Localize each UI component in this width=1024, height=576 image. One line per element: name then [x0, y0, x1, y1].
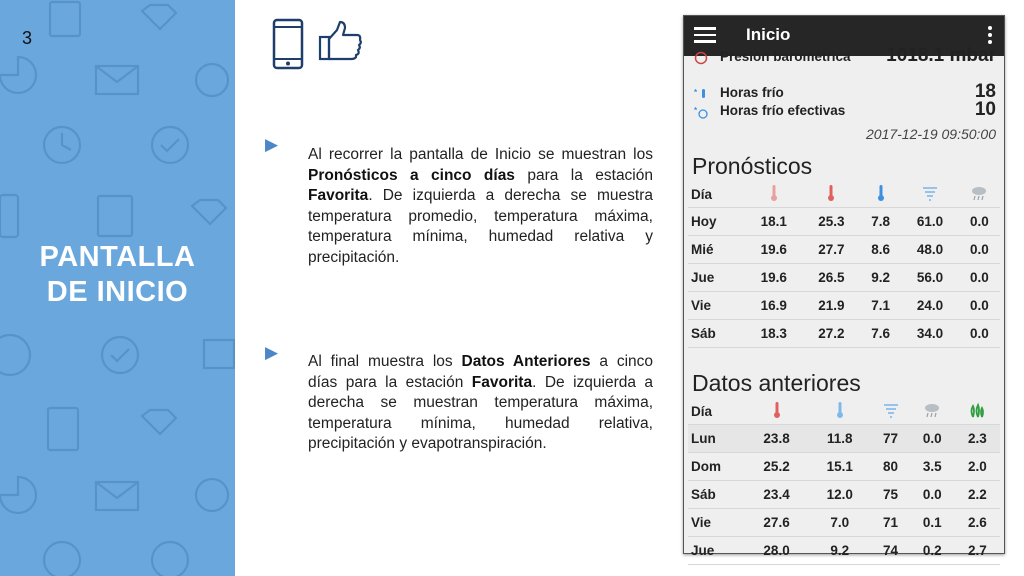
value-cell: 25.2 [745, 453, 808, 481]
value-cell: 18.1 [745, 208, 803, 236]
paragraph-history [308, 352, 653, 455]
value-cell: 12.0 [808, 481, 871, 509]
stat-label: Horas frío efectivas [720, 103, 846, 118]
paragraph-bold: Favorita [308, 187, 369, 204]
chat-icon [196, 479, 228, 511]
menu-icon[interactable] [694, 27, 716, 43]
clock-icon [0, 335, 30, 375]
paragraph-text: para la estación [514, 166, 653, 184]
value-cell: 19.6 [745, 264, 803, 292]
paragraph-text: . De izquierda a derecha se muestra temperatura promedio, temperatura máxima, temperatura mínima, humedad relativa y precipitación. [308, 187, 653, 266]
day-cell: Vie [688, 292, 745, 320]
stat-value: 1018.1 mbar [886, 45, 996, 66]
value-cell: 15.1 [808, 453, 871, 481]
thumbs-up-icon [318, 20, 364, 62]
tag-icon [142, 5, 176, 29]
value-cell: 3.5 [910, 453, 955, 481]
value-cell: 0.0 [959, 236, 1000, 264]
rain-icon [910, 398, 955, 425]
table-row [688, 509, 1000, 537]
paragraph-text: Al recorrer la pantalla de Inicio se muestran los [308, 146, 653, 163]
humidity-icon [901, 181, 959, 208]
value-cell: 28.0 [745, 537, 808, 565]
value-cell: 27.7 [803, 236, 861, 264]
check-icon [102, 337, 138, 373]
rain-icon [959, 181, 1000, 208]
value-cell: 2.2 [955, 481, 1000, 509]
humidity-icon [871, 398, 909, 425]
stat-chill-hours [690, 81, 996, 103]
value-cell: 18.3 [745, 320, 803, 348]
value-cell: 80 [871, 453, 909, 481]
value-cell: 0.0 [910, 481, 955, 509]
day-cell: Sáb [688, 481, 745, 509]
value-cell: 16.9 [745, 292, 803, 320]
bullet-arrow-icon: ▶ [265, 135, 279, 154]
min-temp-icon [808, 398, 871, 425]
tag-icon [192, 200, 226, 224]
document-icon [48, 408, 78, 450]
value-cell: 2.0 [955, 453, 1000, 481]
day-cell: Hoy [688, 208, 745, 236]
slide-number: 3 [22, 28, 33, 48]
section-title-line1: PANTALLA [39, 241, 196, 273]
table-row [688, 264, 1000, 292]
gauge-icon [694, 51, 708, 65]
document-icon [98, 196, 132, 236]
value-cell: 7.6 [860, 320, 901, 348]
day-cell: Mié [688, 236, 745, 264]
max-temp-icon [745, 398, 808, 425]
check-icon [152, 127, 188, 163]
value-cell: 77 [871, 425, 909, 453]
day-cell: Jue [688, 264, 745, 292]
value-cell: 21.9 [803, 292, 861, 320]
value-cell: 2.7 [955, 537, 1000, 565]
table-row [688, 537, 1000, 565]
table-header [688, 398, 1000, 425]
table-header [688, 181, 1000, 208]
pie-chart-icon [0, 477, 36, 513]
day-cell: Sáb [688, 320, 745, 348]
section-title [0, 240, 235, 310]
value-cell: 48.0 [901, 236, 959, 264]
snow-clock-icon [694, 105, 708, 119]
value-cell: 26.5 [803, 264, 861, 292]
app-title: Inicio [746, 25, 791, 44]
phone-screenshot [683, 15, 1005, 558]
value-cell: 0.0 [959, 320, 1000, 348]
day-cell: Vie [688, 509, 745, 537]
history-table [688, 398, 1000, 565]
value-cell: 19.6 [745, 236, 803, 264]
paragraph-bold: Favorita [471, 373, 533, 391]
value-cell: 34.0 [901, 320, 959, 348]
tag-icon [142, 410, 176, 434]
stat-effective-chill-hours [690, 99, 996, 121]
table-row [688, 453, 1000, 481]
paragraph-bold: Pronósticos a cinco días [308, 166, 515, 184]
value-cell: 0.2 [910, 537, 955, 565]
value-cell: 2.6 [955, 509, 1000, 537]
home-content[interactable] [684, 45, 1004, 558]
table-row [688, 320, 1000, 348]
value-cell: 7.8 [860, 208, 901, 236]
timestamp: 2017-12-19 09:50:00 [866, 126, 996, 142]
check-icon [152, 542, 188, 576]
svg-text:*: * [694, 106, 698, 115]
paragraph-text: a cinco días para la estación [308, 353, 653, 391]
value-cell: 11.8 [808, 425, 871, 453]
stat-barometric [690, 45, 996, 67]
value-cell: 7.1 [860, 292, 901, 320]
day-cell: Jue [688, 537, 745, 565]
forecast-table [688, 181, 1000, 348]
max-temp-icon [803, 181, 861, 208]
avg-temp-icon [745, 181, 803, 208]
value-cell: 0.0 [959, 292, 1000, 320]
value-cell: 0.1 [910, 509, 955, 537]
day-header: Día [688, 398, 745, 425]
value-cell: 9.2 [808, 537, 871, 565]
paragraph-bold: Datos Anteriores [461, 353, 591, 370]
value-cell: 25.3 [803, 208, 861, 236]
value-cell: 9.2 [860, 264, 901, 292]
history-title: Datos anteriores [692, 370, 861, 396]
phone-bg-icon [0, 195, 18, 237]
value-cell: 23.4 [745, 481, 808, 509]
value-cell: 0.0 [910, 425, 955, 453]
value-cell: 71 [871, 509, 909, 537]
table-row [688, 292, 1000, 320]
stat-label: Presión barométrica [720, 49, 851, 64]
forecast-title: Pronósticos [692, 153, 813, 179]
value-cell: 24.0 [901, 292, 959, 320]
document-icon [50, 2, 80, 36]
value-cell: 7.0 [808, 509, 871, 537]
value-cell: 0.0 [959, 208, 1000, 236]
value-cell: 23.8 [745, 425, 808, 453]
day-cell: Lun [688, 425, 745, 453]
value-cell: 27.6 [745, 509, 808, 537]
value-cell: 56.0 [901, 264, 959, 292]
evapotranspiration-icon [955, 398, 1000, 425]
value-cell: 0.0 [959, 264, 1000, 292]
table-row [688, 425, 1000, 453]
value-cell: 61.0 [901, 208, 959, 236]
value-cell: 74 [871, 537, 909, 565]
stat-value: 10 [974, 99, 996, 120]
day-cell: Dom [688, 453, 745, 481]
value-cell: 8.6 [860, 236, 901, 264]
snow-thermometer-icon [694, 87, 708, 101]
left-panel [0, 0, 235, 576]
value-cell: 27.2 [803, 320, 861, 348]
stat-value: 18 [974, 81, 996, 102]
paragraph-text: Al final muestra los [308, 353, 462, 370]
value-cell: 2.3 [955, 425, 1000, 453]
min-temp-icon [860, 181, 901, 208]
more-options-icon[interactable] [988, 26, 992, 47]
smartphone-icon [272, 18, 304, 70]
pie-chart-icon [0, 57, 36, 93]
paragraph-text: . De izquierda a derecha se muestran temperatura máxima, temperatura mínima, humedad relativa, precipitación y evapotranspiración. [308, 373, 654, 452]
chart-icon [204, 340, 234, 368]
clock-icon [44, 542, 80, 576]
section-title-line2: DE INICIO [46, 276, 189, 308]
svg-text:*: * [694, 88, 698, 97]
chat-icon [196, 64, 228, 96]
bullet-arrow-icon: ▶ [265, 343, 279, 362]
day-header: Día [688, 181, 745, 208]
table-row [688, 208, 1000, 236]
table-row [688, 236, 1000, 264]
stat-label: Horas frío [720, 85, 784, 100]
paragraph-forecast [308, 145, 653, 268]
value-cell: 75 [871, 481, 909, 509]
table-row [688, 481, 1000, 509]
